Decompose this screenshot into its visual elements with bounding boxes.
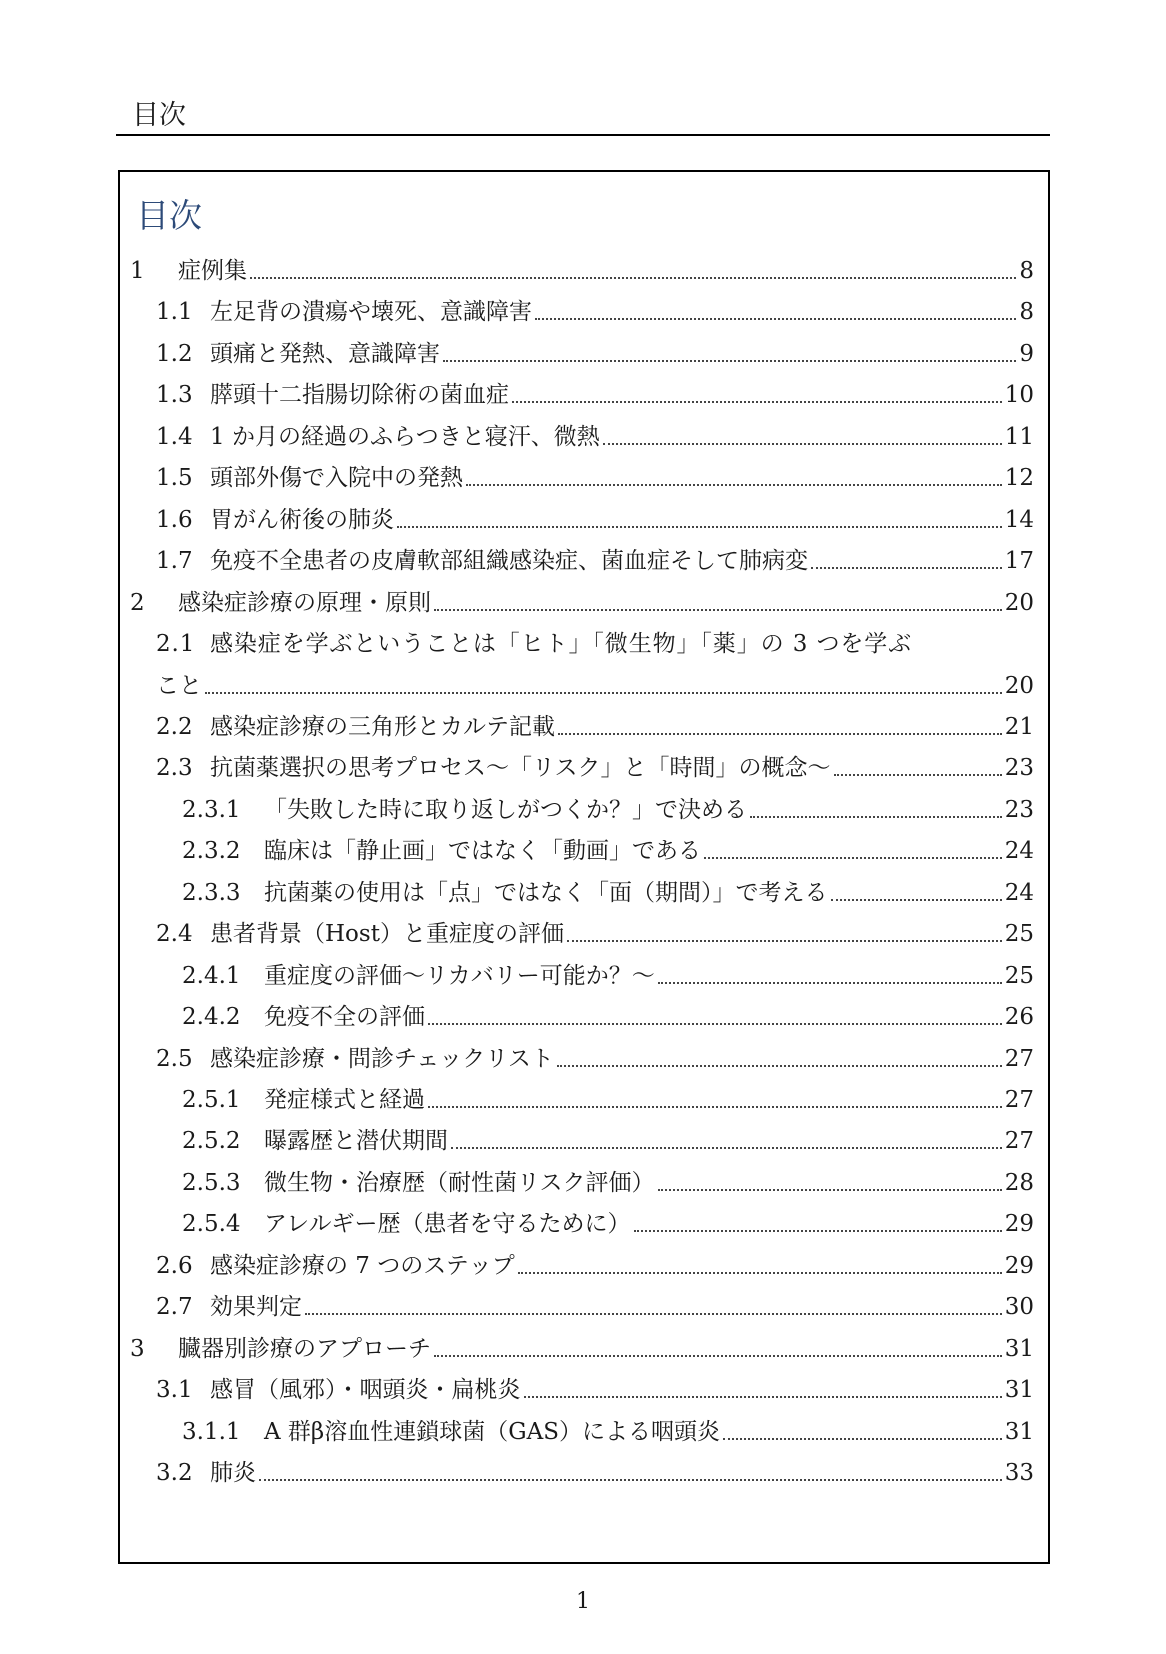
toc-entry[interactable] <box>156 457 1034 493</box>
toc-entry-page: 20 <box>1004 672 1034 699</box>
toc-entry-page: 27 <box>1004 1128 1034 1155</box>
toc-dot-leader <box>557 1065 1002 1067</box>
toc-entry-title: 頭痛と発熱、意識障害 <box>210 340 440 367</box>
toc-entry-title: 胃がん術後の肺炎 <box>210 506 394 533</box>
toc-entry[interactable] <box>156 1369 1034 1405</box>
toc-entry[interactable] <box>130 250 1034 286</box>
toc-entry-title: 臓器別診療のアプローチ <box>178 1335 431 1362</box>
toc-entry[interactable] <box>182 830 1034 866</box>
toc-entry-number: 2.3.1 <box>182 796 241 823</box>
toc-dot-leader <box>558 733 1002 735</box>
toc-entry-page: 20 <box>1004 589 1034 616</box>
toc-heading: 目次 <box>136 196 202 235</box>
toc-entry[interactable] <box>156 291 1034 327</box>
toc-dot-leader <box>434 1355 1002 1357</box>
toc-entry-title: 感染症診療の原理・原則 <box>178 589 431 616</box>
toc-entry-title: 重症度の評価～リカバリー可能か？～ <box>264 962 655 989</box>
toc-entry-number: 2.5.3 <box>182 1169 241 1196</box>
toc-entry-title: 曝露歴と潜伏期間 <box>264 1128 448 1155</box>
toc-dot-leader <box>634 1230 1002 1232</box>
toc-entry-number: 2.3.2 <box>182 838 241 865</box>
toc-entry-number: 2.7 <box>156 1294 193 1321</box>
toc-entry[interactable] <box>156 913 1034 949</box>
toc-entry-page: 9 <box>1019 340 1034 367</box>
toc-entry-number: 2.6 <box>156 1252 193 1279</box>
toc-dot-leader <box>397 526 1002 528</box>
toc-entry[interactable] <box>156 374 1034 410</box>
toc-entry-number: 2.5 <box>156 1045 193 1072</box>
toc-entry-number: 3.1 <box>156 1377 193 1404</box>
toc-dot-leader <box>466 484 1002 486</box>
toc-entry[interactable] <box>156 499 1034 535</box>
toc-entry-number: 1.7 <box>156 548 193 575</box>
toc-entry-number: 2.5.4 <box>182 1211 241 1238</box>
toc-entry[interactable] <box>156 1038 1034 1074</box>
toc-entry[interactable] <box>156 1452 1034 1488</box>
toc-dot-leader <box>451 1147 1002 1149</box>
toc-entry-title: 抗菌薬選択の思考プロセス～「リスク」と「時間」の概念～ <box>210 755 831 782</box>
page-number: 1 <box>576 1589 590 1614</box>
toc-entry-page: 28 <box>1004 1169 1034 1196</box>
toc-entry-title: 感冒（風邪）・咽頭炎・扁桃炎 <box>210 1377 521 1404</box>
toc-entry-page: 25 <box>1004 962 1034 989</box>
toc-entry[interactable] <box>156 333 1034 369</box>
toc-dot-leader <box>205 692 1002 694</box>
toc-dot-leader <box>603 443 1002 445</box>
toc-entry-title: 臨床は「静止画」ではなく「動画」である <box>264 838 701 865</box>
toc-entry-page: 24 <box>1004 879 1034 906</box>
toc-entry-page: 17 <box>1004 548 1034 575</box>
toc-entry-page: 10 <box>1004 382 1034 409</box>
toc-entry-page: 23 <box>1004 796 1034 823</box>
toc-entry-page: 23 <box>1004 755 1034 782</box>
toc-dot-leader <box>834 774 1002 776</box>
header-rule <box>116 134 1050 136</box>
toc-entry[interactable] <box>182 996 1034 1032</box>
toc-entry-title: 感染症診療の 7 つのステップ <box>210 1252 515 1279</box>
toc-dot-leader <box>250 277 1016 279</box>
toc-entry[interactable] <box>156 747 1034 783</box>
toc-entry[interactable] <box>156 706 1034 742</box>
toc-entry[interactable] <box>182 872 1034 908</box>
toc-entry-page: 11 <box>1004 423 1034 450</box>
toc-entry-title: 効果判定 <box>210 1294 302 1321</box>
toc-entry-number: 3 <box>130 1335 145 1362</box>
toc-dot-leader <box>524 1396 1002 1398</box>
toc-entry-title: こと <box>156 672 202 699</box>
toc-entry-number: 1.5 <box>156 465 193 492</box>
toc-entry-number: 2.2 <box>156 713 193 740</box>
toc-entry-title: 「失敗した時に取り返しがつくか？」で決める <box>264 796 747 823</box>
toc-dot-leader <box>305 1313 1002 1315</box>
toc-entry[interactable] <box>182 789 1034 825</box>
toc-dot-leader <box>434 609 1002 611</box>
toc-entry-title: アレルギー歴（患者を守るために） <box>264 1211 631 1238</box>
toc-dot-leader <box>658 1189 1002 1191</box>
toc-entry[interactable] <box>182 1411 1034 1447</box>
toc-dot-leader <box>750 816 1002 818</box>
toc-entry[interactable] <box>130 582 1034 618</box>
toc-entry-number: 2.4 <box>156 921 193 948</box>
toc-entry[interactable] <box>156 1286 1034 1322</box>
toc-entry[interactable] <box>182 1079 1034 1115</box>
toc-entry-number: 1.2 <box>156 340 193 367</box>
toc-entry-page: 30 <box>1004 1294 1034 1321</box>
toc-dot-leader <box>443 360 1016 362</box>
toc-entry-title: 免疫不全患者の皮膚軟部組織感染症、菌血症そして肺病変 <box>210 548 808 575</box>
toc-entry-title: 頭部外傷で入院中の発熱 <box>210 465 463 492</box>
toc-entry-page: 26 <box>1004 1004 1034 1031</box>
toc-entry-number: 1 <box>130 258 145 284</box>
toc-entry-page: 27 <box>1004 1045 1034 1072</box>
toc-entry-number: 2.1 <box>156 631 196 658</box>
toc-entry-title: 膵頭十二指腸切除術の菌血症 <box>210 382 509 409</box>
toc-entry-number: 2 <box>130 589 145 616</box>
toc-entry-number: 1.1 <box>156 299 193 326</box>
toc-entry-page: 14 <box>1004 506 1034 533</box>
toc-dot-leader <box>259 1479 1002 1481</box>
toc-dot-leader <box>831 899 1002 901</box>
toc-entry-number: 2.5.2 <box>182 1128 241 1155</box>
running-header: 目次 <box>132 100 186 131</box>
toc-entry-title: 感染症を学ぶということは「ヒト」「微生物」「薬」の 3 つを学ぶ <box>210 631 913 658</box>
toc-entry[interactable] <box>182 1203 1034 1239</box>
toc-entry[interactable] <box>156 540 1034 576</box>
toc-entry[interactable] <box>182 1162 1034 1198</box>
toc-dot-leader <box>428 1023 1002 1025</box>
toc-entry-page: 29 <box>1004 1211 1034 1238</box>
toc-dot-leader <box>704 857 1002 859</box>
toc-dot-leader <box>518 1272 1002 1274</box>
toc-entry-title: 患者背景（Host）と重症度の評価 <box>210 921 564 948</box>
toc-entry-page: 25 <box>1004 921 1034 948</box>
toc-entry-page: 8 <box>1019 258 1034 284</box>
toc-dot-leader <box>428 1106 1002 1108</box>
toc-entry[interactable] <box>156 1245 1034 1281</box>
toc-dot-leader <box>535 318 1016 320</box>
toc-dot-leader <box>811 567 1002 569</box>
toc-entry-number: 2.3 <box>156 755 193 782</box>
toc-entry-page: 21 <box>1004 713 1034 740</box>
toc-entry-title: A 群β溶血性連鎖球菌（GAS）による咽頭炎 <box>264 1418 720 1445</box>
toc-entry-number: 2.3.3 <box>182 879 241 906</box>
toc-entry-title: 左足背の潰瘍や壊死、意識障害 <box>210 299 532 326</box>
toc-entry-page: 8 <box>1019 299 1034 326</box>
toc-entry-page: 31 <box>1004 1418 1034 1445</box>
toc-entry-page: 29 <box>1004 1252 1034 1279</box>
toc-entry-number: 2.4.2 <box>182 1004 241 1031</box>
toc-entry-page: 31 <box>1004 1377 1034 1404</box>
toc-entry[interactable] <box>182 1120 1034 1156</box>
toc-entry-number: 3.2 <box>156 1460 193 1487</box>
toc-entry-number: 1.4 <box>156 423 193 450</box>
toc-entry-title: 微生物・治療歴（耐性菌リスク評価） <box>264 1169 655 1196</box>
toc-entry-title: 肺炎 <box>210 1460 256 1487</box>
toc-dot-leader <box>723 1438 1002 1440</box>
toc-entry[interactable] <box>182 955 1034 991</box>
toc-dot-leader <box>658 982 1002 984</box>
toc-entry-title: 抗菌薬の使用は「点」ではなく「面（期間）」で考える <box>264 879 828 906</box>
toc-entry-number: 1.3 <box>156 382 193 409</box>
toc-entry-number: 2.4.1 <box>182 962 241 989</box>
toc-entry-page: 24 <box>1004 838 1034 865</box>
toc-entry-number: 1.6 <box>156 506 193 533</box>
toc-dot-leader <box>512 401 1002 403</box>
toc-entry-page: 12 <box>1004 465 1034 492</box>
toc-entry-page: 27 <box>1004 1087 1034 1113</box>
toc-entry-title: 感染症診療・問診チェックリスト <box>210 1045 554 1072</box>
toc-entry-title: 症例集 <box>178 258 247 284</box>
toc-entry[interactable] <box>156 416 1034 452</box>
toc-entry-number: 3.1.1 <box>182 1418 241 1445</box>
toc-entry[interactable] <box>130 1328 1034 1364</box>
toc-entry-page: 33 <box>1004 1460 1034 1487</box>
toc-dot-leader <box>567 940 1002 942</box>
toc-entry-title: 発症様式と経過 <box>264 1087 425 1113</box>
toc-entry-page: 31 <box>1004 1335 1034 1362</box>
toc-entry-title: 1 か月の経過のふらつきと寝汗、微熱 <box>210 423 600 450</box>
toc-entry-title: 免疫不全の評価 <box>264 1004 425 1031</box>
toc-entry[interactable] <box>156 665 1034 701</box>
toc-entry-title: 感染症診療の三角形とカルテ記載 <box>210 713 555 740</box>
toc-box <box>118 170 1050 1564</box>
toc-entry-number: 2.5.1 <box>182 1087 241 1113</box>
toc-entry[interactable] <box>156 623 1034 659</box>
